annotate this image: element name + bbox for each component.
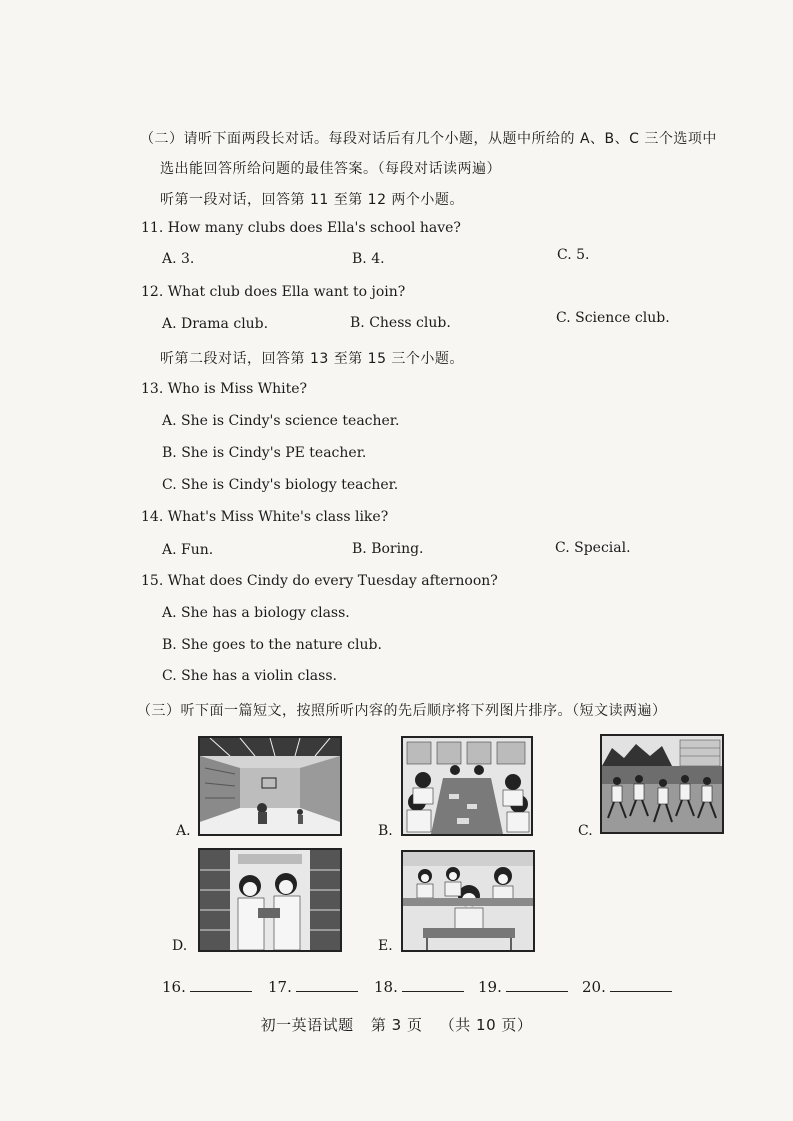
question-14-option-c: C. Special. [555,540,631,556]
question-13-option-b: B. She is Cindy's PE teacher. [162,445,367,461]
picture-e-label: E. [378,938,393,954]
answer-blank-17[interactable] [268,978,358,996]
page-footer [0,1014,793,1035]
question-14-option-a: A. Fun. [162,542,214,558]
dialogue2-intro: 听第二段对话，回答第 13 至第 15 三个小题。 [160,351,464,367]
picture-d-label: D. [172,938,188,954]
question-14-stem: 14. What's Miss White's class like? [141,509,389,525]
picture-e-classroom [401,850,535,952]
answer-blank-16-number: 16. [162,978,186,996]
question-13-option-c: C. She is Cindy's biology teacher. [162,477,399,493]
answer-blank-20-number: 20. [582,978,606,996]
section2-instruction-line2: 选出能回答所给问题的最佳答案。（每段对话读两遍） [160,161,501,177]
question-15-option-c: C. She has a violin class. [162,668,337,684]
footer-total-pages: （共 10 页） [439,1016,533,1034]
picture-c-exercise [600,734,724,834]
question-13-option-a: A. She is Cindy's science teacher. [162,413,400,429]
question-12-option-a: A. Drama club. [162,316,269,332]
footer-page-number: 第 3 页 [370,1016,423,1034]
dialogue1-intro: 听第一段对话，回答第 11 至第 12 两个小题。 [160,192,464,208]
answer-blank-18-number: 18. [374,978,398,996]
question-13-stem: 13. Who is Miss White? [141,381,308,397]
answer-blank-17-number: 17. [268,978,292,996]
picture-b-cafeteria [401,736,533,836]
answer-blank-18[interactable] [374,978,464,996]
question-14-option-b: B. Boring. [352,541,424,557]
answer-blank-19-number: 19. [478,978,502,996]
question-11-option-b: B. 4. [352,251,385,267]
question-11-option-c: C. 5. [557,247,590,263]
picture-a-label: A. [176,823,191,839]
section2-instruction-line1: （二）请听下面两段长对话。每段对话后有几个小题，从题中所给的 A、B、C 三个选项中 [140,131,717,147]
question-15-option-b: B. She goes to the nature club. [162,637,382,653]
section3-instruction: （三）听下面一篇短文，按照所听内容的先后顺序将下列图片排序。（短文读两遍） [137,703,667,719]
answer-blank-19[interactable] [478,978,568,996]
question-15-option-a: A. She has a biology class. [162,605,350,621]
question-11-stem: 11. How many clubs does Ella's school have? [141,220,461,236]
picture-a-gym [198,736,342,836]
question-12-option-c: C. Science club. [556,310,670,326]
picture-d-library [198,848,342,952]
picture-b-label: B. [378,823,393,839]
answer-blank-16[interactable] [162,978,252,996]
footer-title: 初一英语试题 [260,1016,354,1034]
question-12-stem: 12. What club does Ella want to join? [141,284,406,300]
question-11-option-a: A. 3. [162,251,195,267]
answer-blank-20[interactable] [582,978,672,996]
question-15-stem: 15. What does Cindy do every Tuesday afternoon? [141,573,498,589]
question-12-option-b: B. Chess club. [350,315,451,331]
picture-c-label: C. [578,823,593,839]
